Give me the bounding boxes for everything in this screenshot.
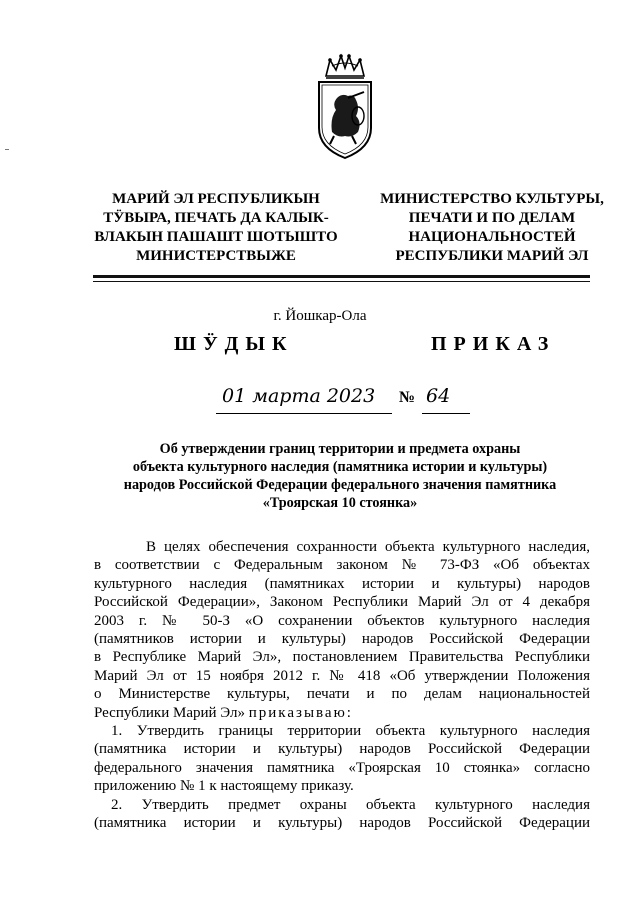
- body-text-fragment: Республики Марий Эл»: [94, 704, 245, 721]
- title-line: народов Российской Федерации федерального значения памятника: [123, 477, 557, 493]
- scan-mark: [5, 149, 9, 150]
- title-line: объекта культурного наследия (памятника истории и культуры): [132, 459, 548, 475]
- body-line: Российской Федерации», Законом Республики Марий Эл от 4 декабря: [94, 594, 590, 611]
- body-line: Марий Эл от 15 ноября 2012 г. № 418 «Об утверждении Положения: [94, 667, 590, 684]
- body-line: (памятника истории и культуры) народов Российской Федерации: [94, 741, 590, 758]
- body-line: 2. Утвердить предмет охраны объекта культурного наследия: [111, 796, 590, 813]
- coat-of-arms-emblem: [312, 52, 378, 164]
- doc-type-mari: ШӰДЫК: [174, 333, 294, 355]
- number-underline: [422, 413, 470, 414]
- header-right-line: ПЕЧАТИ И ПО ДЕЛАМ: [408, 210, 576, 226]
- header-right-line: МИНИСТЕРСТВО КУЛЬТУРЫ,: [380, 191, 604, 207]
- body-line: 2003 г. № 50-З «О сохранении объектов культурного наследия: [94, 612, 590, 629]
- body-line: приложению № 1 к настоящему приказу.: [94, 778, 354, 795]
- body-line: о Министерстве культуры, печати и по делам национальностей: [94, 686, 590, 703]
- header-left-line: ТӰВЫРА, ПЕЧАТЬ ДА КАЛЫК-: [103, 210, 329, 226]
- ministry-name-mari: [80, 190, 352, 266]
- header-left-line: МАРИЙ ЭЛ РЕСПУБЛИКЫН: [112, 191, 320, 207]
- header-left-line: МИНИСТЕРСТВЫЖЕ: [136, 248, 296, 264]
- body-line: в соответствии с Федеральным законом № 73-ФЗ «Об объектах: [94, 557, 590, 574]
- handwritten-number: 64: [426, 385, 451, 407]
- order-title: [100, 440, 580, 512]
- body-line: культурного наследия (памятниках истории и культуры) народов: [94, 575, 590, 592]
- header-divider-thin: [93, 281, 590, 282]
- body-line: (памятников истории и культуры) народов Российской Федерации: [94, 631, 590, 648]
- body-line: 1. Утвердить границы территории объекта культурного наследия: [111, 723, 590, 740]
- header-right-line: РЕСПУБЛИКИ МАРИЙ ЭЛ: [395, 248, 589, 264]
- date-underline: [216, 413, 392, 414]
- handwritten-date: 01 марта 2023: [222, 385, 376, 407]
- header-right-line: НАЦИОНАЛЬНОСТЕЙ: [408, 229, 576, 245]
- order-number: [422, 385, 470, 414]
- body-line: федерального значения памятника «Троярская 10 стоянка» согласно: [94, 759, 590, 776]
- city-name: г. Йошкар-Ола: [273, 308, 367, 324]
- prikazyvayu-word: приказываю:: [248, 704, 353, 721]
- number-sign: №: [399, 389, 416, 406]
- order-body: [94, 538, 590, 833]
- doc-type-russian: ПРИКАЗ: [431, 333, 556, 355]
- order-date: [216, 385, 392, 414]
- title-line: Об утверждении границ территории и предмета охраны: [159, 441, 521, 457]
- title-line: «Троярская 10 стоянка»: [262, 495, 418, 511]
- header-left-line: ВЛАКЫН ПАШАШТ ШОТЫШТО: [94, 229, 338, 245]
- ministry-name-russian: [360, 190, 624, 266]
- body-line: (памятника истории и культуры) народов Российской Федерации: [94, 815, 590, 832]
- body-line: в Республике Марий Эл», постановлением Правительства Республики: [94, 649, 590, 666]
- body-line: В целях обеспечения сохранности объекта культурного наследия,: [146, 539, 590, 555]
- header-divider: [93, 275, 590, 278]
- body-line: [94, 704, 590, 722]
